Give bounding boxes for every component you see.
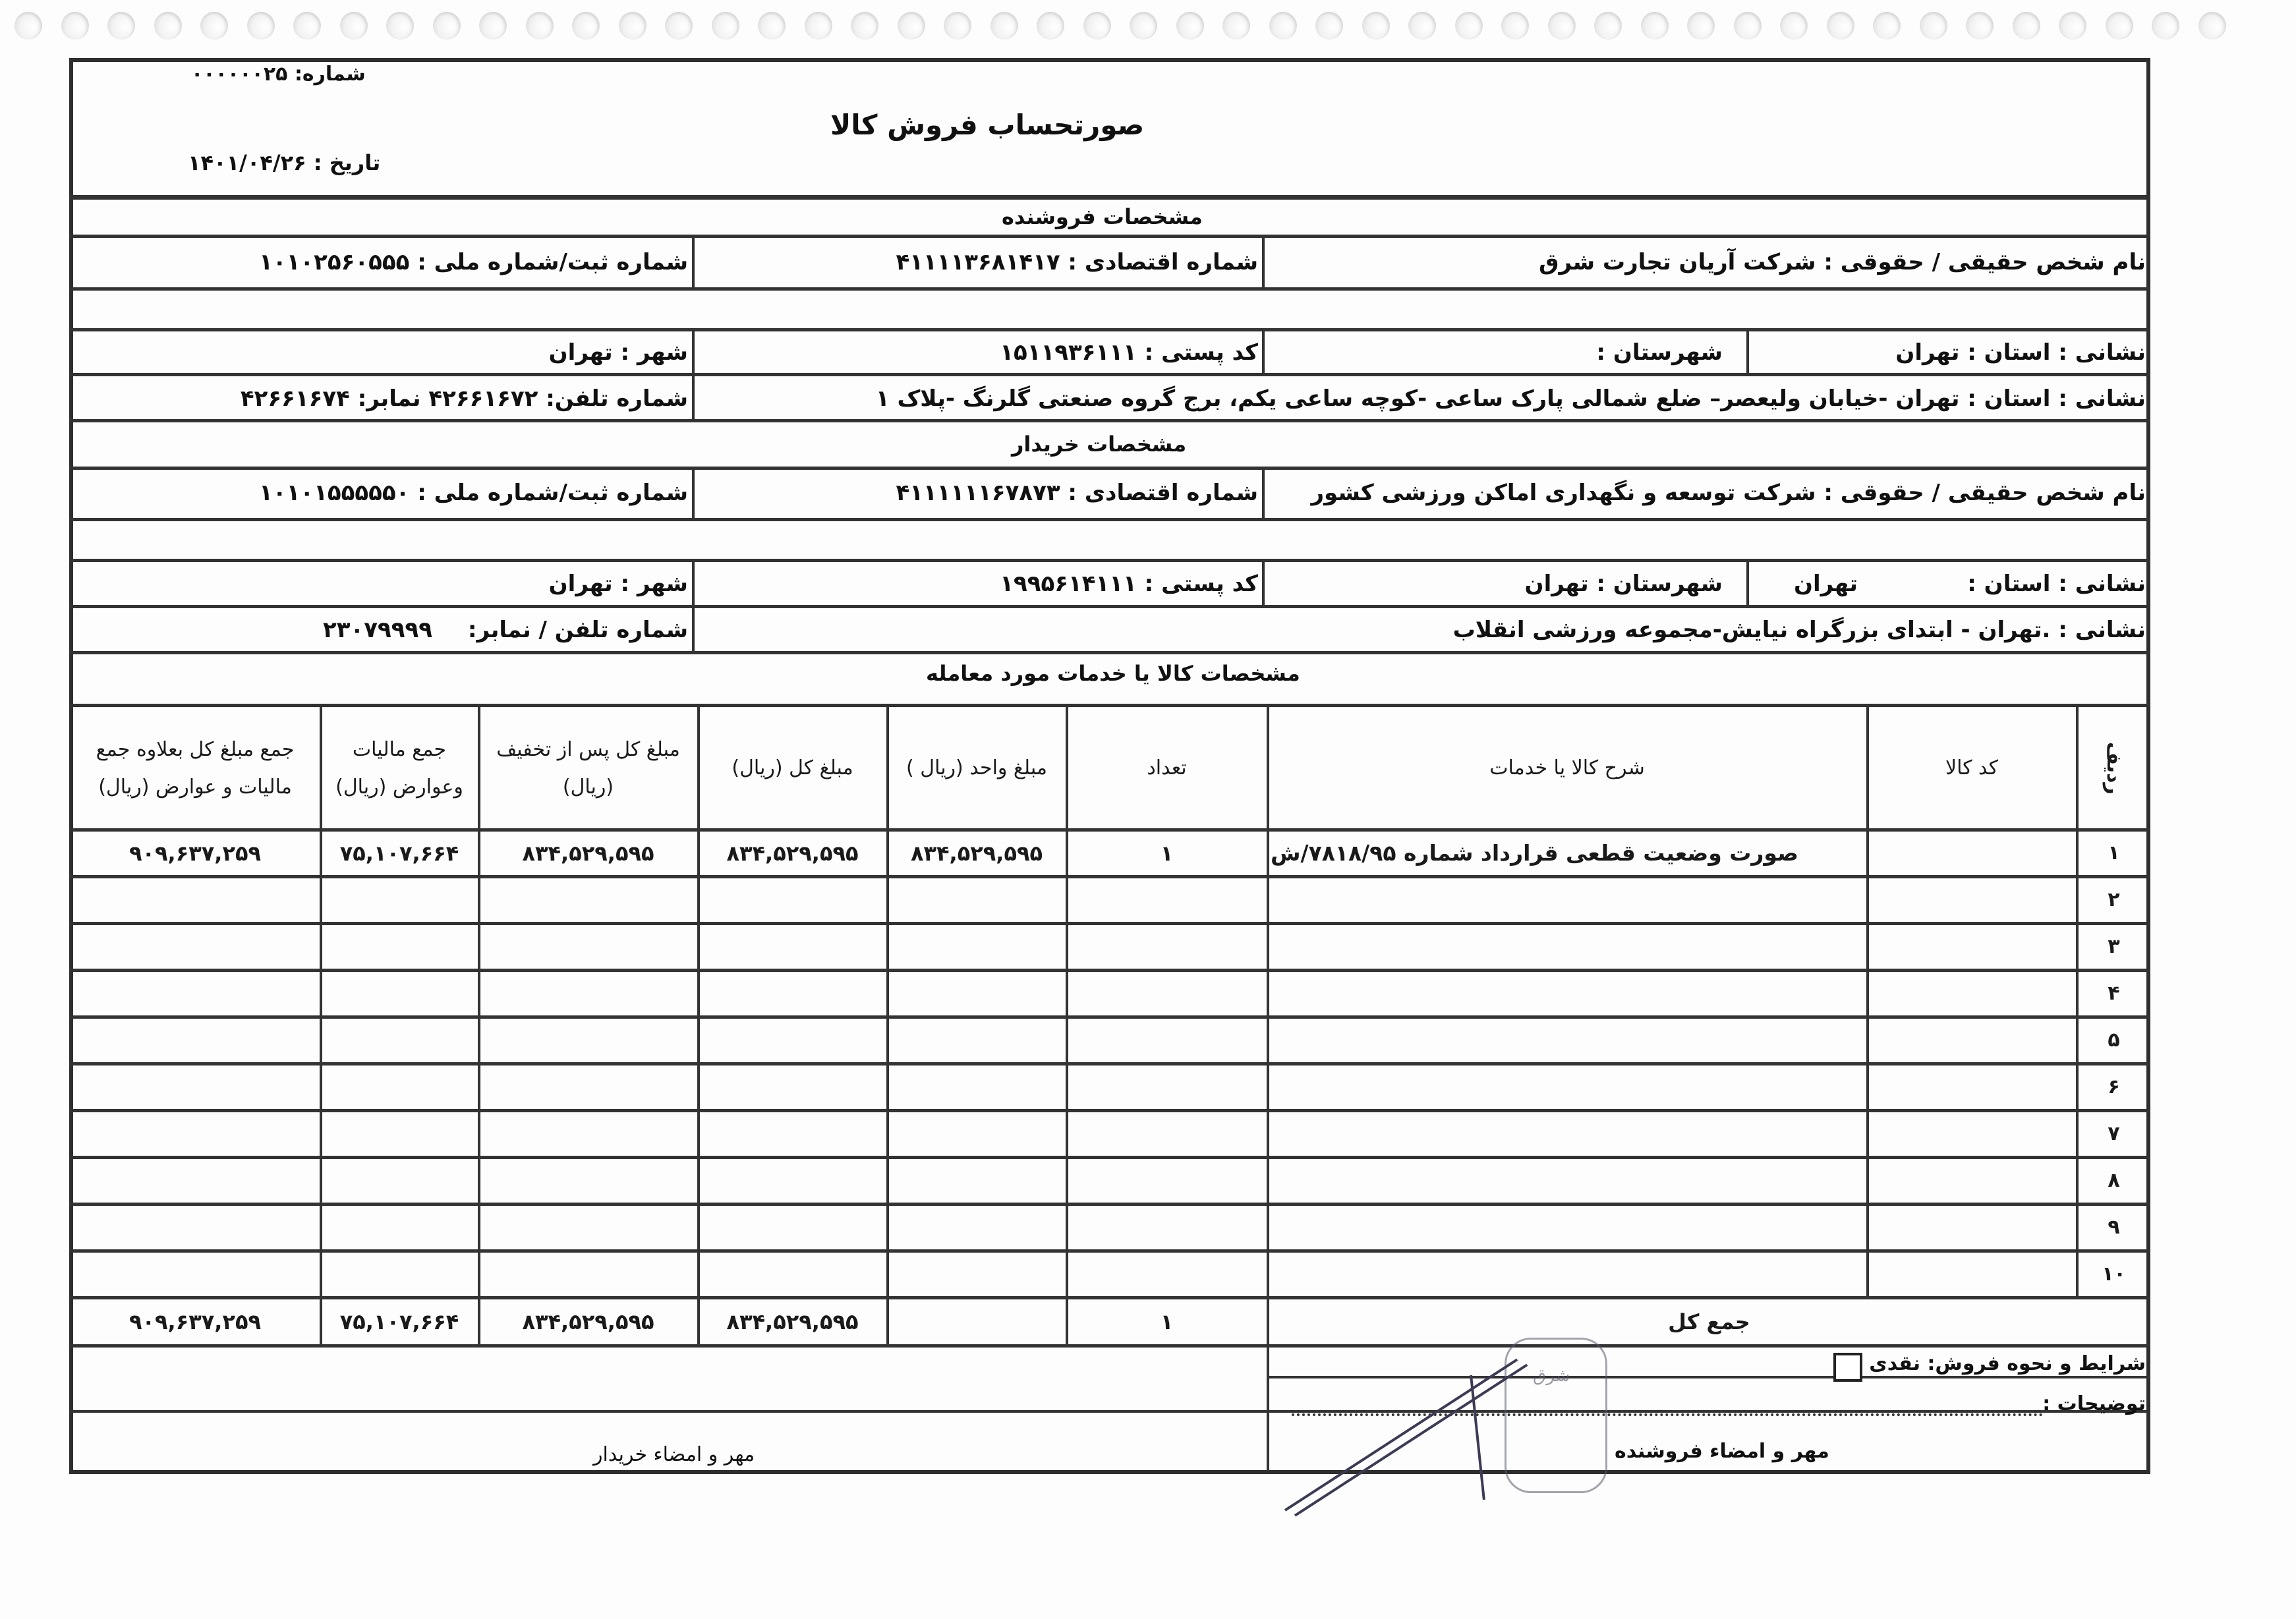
perforation-hole [1315, 12, 1343, 40]
table-cell-tax [324, 1252, 475, 1296]
table-cell-description [1271, 971, 1864, 1015]
perforation-hole [200, 12, 228, 40]
table-cell-quantity [1070, 1018, 1264, 1062]
table-cell-grand [73, 924, 317, 969]
perforation-hole [1641, 12, 1669, 40]
perforation-hole [1734, 12, 1762, 40]
buyer-phone-value: ۲۳۰۷۹۹۹۹ [323, 617, 433, 643]
table-cell-row: ۱۰ [2102, 1263, 2126, 1286]
perforation-hole [1269, 12, 1297, 40]
table-cell-total [701, 1018, 884, 1062]
table-cell-quantity [1070, 1205, 1264, 1249]
divider [1746, 329, 1749, 374]
column-divider [1066, 705, 1068, 1296]
table-cell-code [1870, 1065, 2073, 1109]
table-cell-tax [324, 1065, 475, 1109]
perforation-hole [1362, 12, 1390, 40]
seller-county: شهرستان : [1596, 339, 1723, 366]
table-cell-code [1870, 1252, 2073, 1296]
perforation-hole [526, 12, 554, 40]
table-cell-after-discount [482, 1252, 695, 1296]
table-cell-row: ۳ [2108, 935, 2120, 958]
seller-economic-code: شماره اقتصادی : ۴۱۱۱۱۳۶۸۱۴۱۷ [896, 249, 1258, 275]
perforation-hole [433, 12, 461, 40]
table-cell-total [701, 924, 884, 969]
footer-rule [69, 1410, 1267, 1413]
invoice-date [188, 150, 380, 175]
buyer-province-label: نشانی : استان : [1967, 571, 2146, 597]
rule [69, 704, 2150, 707]
notes-label: توضیحات : [2042, 1392, 2146, 1415]
table-cell-quantity [1070, 1252, 1264, 1296]
divider [1262, 560, 1265, 606]
perforation-hole [2106, 12, 2133, 40]
table-cell-tax [324, 971, 475, 1015]
perforation-hole [619, 12, 646, 40]
table-cell-after-discount [482, 1112, 695, 1156]
header-description: شرح کالا یا خدمات [1489, 756, 1645, 780]
table-cell-code [1870, 924, 2073, 969]
seller-national-id: شماره ثبت/شماره ملی : ۱۰۱۰۲۵۶۰۵۵۵ [259, 249, 688, 275]
divider [1746, 560, 1749, 606]
table-cell-description [1271, 1018, 1864, 1062]
items-section-title: مشخصات کالا یا خدمات مورد معامله [926, 661, 1300, 686]
table-cell-quantity: ۱ [1160, 840, 1174, 866]
buyer-signature-label: مهر و امضاء خریدار [593, 1443, 755, 1466]
perforation-hole [1408, 12, 1436, 40]
table-cell-quantity [1070, 1065, 1264, 1109]
table-cell-unit-price [890, 1112, 1063, 1156]
divider [1262, 468, 1265, 519]
rule [69, 235, 2150, 238]
table-cell-unit-price [890, 1158, 1063, 1203]
table-cell-total: ۸۳۴,۵۲۹,۵۹۵ [726, 840, 859, 866]
column-divider [886, 1296, 889, 1344]
table-cell-tax [324, 1018, 475, 1062]
footer-rule [1267, 1376, 2150, 1378]
table-cell-after-discount: ۸۳۴,۵۲۹,۵۹۵ [522, 840, 654, 866]
table-cell-code [1870, 1205, 2073, 1249]
table-cell-description [1271, 878, 1864, 922]
totals-cell-quantity: ۱ [1160, 1309, 1174, 1334]
divider [692, 329, 695, 374]
buyer-phone-label: شماره تلفن / نمابر: [467, 617, 688, 643]
table-cell-after-discount [482, 924, 695, 969]
table-cell-unit-price [890, 1252, 1063, 1296]
table-cell-tax [324, 1112, 475, 1156]
rule [69, 373, 2150, 376]
divider [692, 374, 695, 420]
column-divider [2076, 705, 2079, 1296]
perforation-hole [990, 12, 1018, 40]
table-cell-description [1271, 1205, 1864, 1249]
totals-cell-tax: ۷۵,۱۰۷,۶۶۴ [339, 1309, 459, 1334]
seller-address: نشانی : استان : تهران -خیابان ولیعصر– ضلع شمالی پارک ساعی -کوچه ساعی یکم، برج گروه صنعتی گلرنگ -پلاک ۱ [875, 385, 2146, 412]
divider [692, 468, 695, 519]
perforation-hole [1176, 12, 1204, 40]
table-cell-grand [73, 1252, 317, 1296]
buyer-section-title: مشخصات خریدار [1012, 432, 1187, 457]
perforation-hole [154, 12, 182, 40]
perforation-hole [340, 12, 368, 40]
table-cell-total [701, 1158, 884, 1203]
totals-cell-total: ۸۳۴,۵۲۹,۵۹۵ [726, 1309, 859, 1334]
perforation-hole [1687, 12, 1715, 40]
table-cell-row: ۲ [2108, 888, 2120, 911]
column-divider [478, 1296, 480, 1344]
totals-cell-unit-price [890, 1299, 1063, 1344]
column-divider [320, 705, 322, 1296]
table-cell-unit-price [890, 971, 1063, 1015]
header-grand-total: جمع مبلغ کل بعلاوه جمع مالیات و عوارض (ریال) [96, 737, 295, 799]
divider [692, 560, 695, 606]
table-cell-unit-price [890, 1018, 1063, 1062]
table-cell-grand [73, 1065, 317, 1109]
table-cell-unit-price [890, 1065, 1063, 1109]
buyer-county: شهرستان : تهران [1524, 571, 1723, 597]
rule [69, 419, 2150, 422]
column-divider [1267, 1296, 1269, 1344]
table-cell-after-discount [482, 971, 695, 1015]
table-cell-quantity [1070, 878, 1264, 922]
divider [1262, 329, 1265, 374]
header-row: ردیف [2102, 741, 2125, 795]
invoice-number [191, 63, 366, 86]
table-cell-unit-price: ۸۳۴,۵۲۹,۵۹۵ [910, 840, 1043, 866]
header-unit-price: مبلغ واحد (ریال ) [906, 756, 1047, 780]
header-quantity: تعداد [1147, 756, 1187, 780]
table-cell-after-discount [482, 1018, 695, 1062]
perforation-hole [1966, 12, 1994, 40]
table-cell-code [1870, 1158, 2073, 1203]
seller-section-title: مشخصات فروشنده [1002, 204, 1203, 229]
buyer-city: شهر : تهران [548, 571, 688, 597]
table-cell-unit-price [890, 1205, 1063, 1249]
perforation-hole [293, 12, 321, 40]
rule [69, 605, 2150, 608]
seller-province: نشانی : استان : تهران [1895, 339, 2146, 366]
table-cell-grand [73, 878, 317, 922]
table-cell-code [1870, 831, 2073, 875]
perforation-hole [805, 12, 832, 40]
table-cell-total [701, 1065, 884, 1109]
table-cell-row: ۹ [2108, 1216, 2120, 1239]
table-cell-row: ۶ [2108, 1075, 2120, 1098]
table-cell-after-discount [482, 1065, 695, 1109]
table-cell-code [1870, 971, 2073, 1015]
seller-stamp [1505, 1338, 1607, 1493]
table-cell-description: صورت وضعیت قطعی قرارداد شماره ۷۸۱۸/۹۵/ش [1271, 840, 1798, 866]
rule [69, 467, 2150, 470]
footer-rule [1267, 1410, 2150, 1413]
perforation-hole [479, 12, 507, 40]
table-cell-unit-price [890, 878, 1063, 922]
table-cell-description [1271, 1112, 1864, 1156]
column-divider [478, 705, 480, 1296]
table-cell-total [701, 971, 884, 1015]
table-cell-total [701, 1205, 884, 1249]
table-cell-quantity [1070, 924, 1264, 969]
seller-signature-label: مهر و امضاء فروشنده [1615, 1440, 1829, 1463]
column-divider [886, 705, 889, 1296]
perforation-hole [572, 12, 600, 40]
column-divider [320, 1296, 322, 1344]
perforation-hole [1037, 12, 1064, 40]
perforation-hole [1920, 12, 1947, 40]
perforation-hole [2198, 12, 2226, 40]
table-cell-tax: ۷۵,۱۰۷,۶۶۴ [339, 840, 459, 866]
table-cell-description [1271, 924, 1864, 969]
table-cell-quantity [1070, 971, 1264, 1015]
divider [692, 236, 695, 289]
column-divider [1267, 705, 1269, 1296]
seller-name: نام شخص حقیقی / حقوقی : شرکت آریان تجارت شرق [1539, 249, 2146, 275]
totals-label: جمع کل [1668, 1309, 1750, 1334]
table-cell-after-discount [482, 1205, 695, 1249]
table-cell-description [1271, 1158, 1864, 1203]
rule [69, 651, 2150, 654]
table-cell-code [1870, 1018, 2073, 1062]
seller-postal-code: کد پستی : ۱۵۱۱۹۳۶۱۱۱ [1000, 339, 1258, 366]
rule [69, 287, 2150, 291]
totals-cell-grand: ۹۰۹,۶۳۷,۲۵۹ [129, 1309, 262, 1334]
perforation-hole [1594, 12, 1622, 40]
table-cell-grand [73, 1112, 317, 1156]
table-cell-row: ۴ [2108, 982, 2120, 1005]
buyer-province-value: تهران [1793, 571, 1858, 597]
perforation-hole [1873, 12, 1901, 40]
perforation-hole [851, 12, 878, 40]
table-cell-code [1870, 1112, 2073, 1156]
table-cell-description [1271, 1252, 1864, 1296]
table-cell-code [1870, 878, 2073, 922]
table-cell-grand [73, 1018, 317, 1062]
table-cell-row: ۸ [2108, 1169, 2120, 1192]
cash-payment-checkbox[interactable] [1833, 1353, 1862, 1382]
buyer-postal-code: کد پستی : ۱۹۹۵۶۱۴۱۱۱ [1000, 571, 1258, 597]
table-cell-quantity [1070, 1112, 1264, 1156]
payment-terms: شرایط و نحوه فروش: نقدی [1869, 1352, 2146, 1375]
perforation-hole [61, 12, 89, 40]
header-code: کد کالا [1945, 756, 1999, 780]
table-cell-after-discount [482, 1158, 695, 1203]
table-cell-row: ۵ [2108, 1029, 2120, 1052]
buyer-national-id: شماره ثبت/شماره ملی : ۱۰۱۰۱۵۵۵۵۵۰ [259, 480, 688, 506]
perforation-hole [758, 12, 786, 40]
perforation-hole [2013, 12, 2040, 40]
table-cell-grand [73, 1158, 317, 1203]
table-cell-total [701, 878, 884, 922]
perforation-hole [1083, 12, 1111, 40]
table-cell-grand: ۹۰۹,۶۳۷,۲۵۹ [129, 840, 262, 866]
seller-city: شهر : تهران [548, 339, 688, 366]
table-cell-total [701, 1252, 884, 1296]
seller-phone: شماره تلفن: ۴۲۶۶۱۶۷۲ نمابر: ۴۲۶۶۱۶۷۴ [240, 385, 688, 412]
perforation-hole [1827, 12, 1854, 40]
perforation-hole [712, 12, 739, 40]
perforation-hole [1501, 12, 1529, 40]
perforation-hole [1222, 12, 1250, 40]
table-cell-total [701, 1112, 884, 1156]
invoice-number-label: شماره: [294, 63, 366, 86]
rule [69, 559, 2150, 562]
buyer-name: نام شخص حقیقی / حقوقی : شرکت توسعه و نگهداری اماکن ورزشی کشور [1311, 480, 2146, 506]
table-cell-tax [324, 878, 475, 922]
rule [69, 195, 2150, 200]
divider [692, 606, 695, 652]
divider [1262, 236, 1265, 289]
buyer-address: نشانی : .تهران - ابتدای بزرگراه نیایش-مجموعه ورزشی انقلاب [1452, 617, 2146, 643]
header-total: مبلغ کل (ریال) [732, 756, 853, 780]
perforation-hole [2059, 12, 2086, 40]
table-cell-unit-price [890, 924, 1063, 969]
header-tax: جمع مالیات وعوارض (ریال) [335, 737, 463, 799]
perforation-hole [1780, 12, 1808, 40]
header-after-discount: مبلغ کل پس از تخفیف (ریال) [496, 737, 680, 799]
perforation-hole [1130, 12, 1157, 40]
table-cell-tax [324, 924, 475, 969]
table-cell-after-discount [482, 878, 695, 922]
invoice-date-label: تاریخ : [313, 150, 381, 175]
invoice-date-value: ۱۴۰۱/۰۴/۲۶ [188, 150, 306, 175]
column-divider [1066, 1296, 1068, 1344]
table-cell-tax [324, 1205, 475, 1249]
totals-bottom-rule [69, 1344, 2150, 1348]
stamp-text: شرق [1533, 1366, 1570, 1386]
invoice-title: صورتحساب فروش کالا [830, 109, 1145, 141]
buyer-economic-code: شماره اقتصادی : ۴۱۱۱۱۱۱۶۷۸۷۳ [896, 480, 1258, 506]
table-cell-row: ۷ [2108, 1122, 2120, 1145]
table-cell-row: ۱ [2108, 841, 2120, 865]
perforation-hole [898, 12, 925, 40]
table-cell-description [1271, 1065, 1864, 1109]
invoice-number-value: ۰۰۰۰۰۰۲۵ [191, 63, 288, 86]
perforation-hole [1455, 12, 1483, 40]
perforation-hole [386, 12, 414, 40]
table-cell-quantity [1070, 1158, 1264, 1203]
table-cell-grand [73, 971, 317, 1015]
perforation-hole [107, 12, 135, 40]
perforation-hole [944, 12, 971, 40]
totals-cell-after-discount: ۸۳۴,۵۲۹,۵۹۵ [522, 1309, 654, 1334]
column-divider [697, 705, 700, 1296]
column-divider [697, 1296, 700, 1344]
perforation-hole [1548, 12, 1576, 40]
column-divider [1866, 705, 1869, 1296]
table-cell-tax [324, 1158, 475, 1203]
table-cell-grand [73, 1205, 317, 1249]
perforation-hole [247, 12, 275, 40]
perforation-hole [14, 12, 42, 40]
footer-divider [1267, 1344, 1269, 1471]
perforation-hole [2152, 12, 2179, 40]
notes-line[interactable] [1292, 1413, 2043, 1416]
rule [69, 518, 2150, 521]
rule [69, 328, 2150, 331]
perforation-hole [665, 12, 693, 40]
